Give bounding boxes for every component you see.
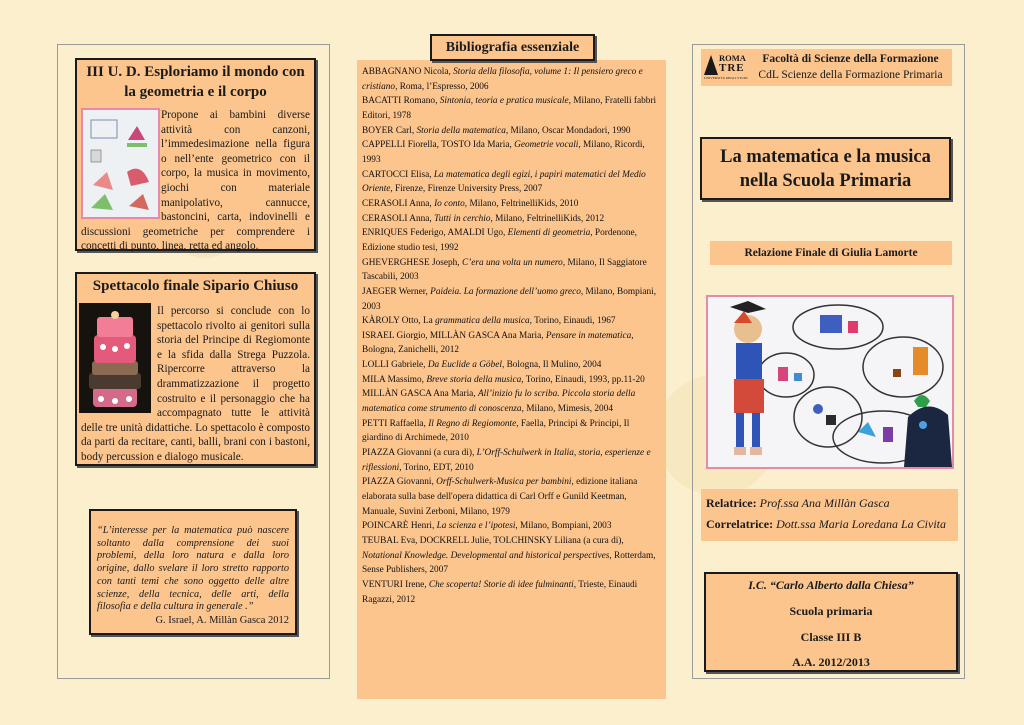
- children-drawing-image: [706, 295, 954, 469]
- bibliography-entry: [362, 212, 662, 227]
- entry-title: Notational Knowledge. Developmental and historical perspectives: [362, 550, 610, 561]
- entry-title: Breve storia della musica: [426, 374, 522, 385]
- relatrice-label: Relatrice:: [706, 496, 757, 510]
- main-title-box: [700, 137, 951, 200]
- bibliography-list: [362, 65, 662, 607]
- entry-author: CERASOLI Anna,: [362, 213, 435, 224]
- bibliography-entry: [362, 519, 662, 534]
- entry-title: L’Orff-Schulwerk in Italia, storia, esperienze e riflessioni: [362, 448, 651, 473]
- entry-title: Paideia. La formazione dell’uomo greco: [430, 286, 581, 297]
- entry-title: All’inizio fu lo scriba. Piccola storia della matematica come strumento di conoscenza: [362, 389, 636, 415]
- section-geometry-text: Propone ai bambini diverse attività con canzoni, l’immedesimazione nella figura o nell’ente geometrico con il corpo, la musica in movimento, giochi con materiale manipolativo, cannucce, bastoncini, carta, indovinelli e discussioni geometriche per comprendere i concetti di punto, linea, retta ed angolo.: [81, 109, 310, 253]
- quote-author: G. Israel, A. Millàn Gasca 2012: [155, 614, 289, 626]
- entry-author: GHEVERGHESE Joseph,: [362, 257, 462, 268]
- entry-title: Io conto: [434, 198, 465, 209]
- image-spacer: [81, 304, 157, 416]
- entry-title: Il Regno di Regiomonte: [428, 418, 517, 429]
- bibliography-entry: [362, 256, 662, 285]
- entry-author: TEUBAL Eva, DOCKRELL Julie, TOLCHINSKY Liliana (a cura di),: [362, 536, 624, 546]
- bibliography-entry: [362, 168, 662, 197]
- bibliography-entry: [362, 124, 662, 139]
- report-title: Relazione Finale di Giulia Lamorte: [744, 247, 918, 259]
- entry-details: , Milano, FeltrinelliKids, 2010: [464, 198, 579, 209]
- entry-author: PIAZZA Giovanni,: [362, 477, 437, 488]
- entry-details: , Torino, Einaudi, 1967: [529, 316, 616, 327]
- main-title: La matematica e la musica nella Scuola Primaria: [720, 146, 931, 191]
- entry-title: Da Euclide a Göbel: [427, 360, 502, 371]
- entry-details: , Firenze, Firenze University Press, 2007: [390, 184, 543, 195]
- section-show-text: Il percorso si conclude con lo spettacolo rivolto ai genitori sulla storia del Principe di Regiomonte e la sfida dalla Strega Puzzola. Ripercorre attraverso la drammatizzazione il progetto costruito e il personaggio che ha accompagnato tutte le attività delle tre unità didattiche. Lo spettacolo è composto da parti da recitare, canti, balli, brani con i bastoni, body percussion e dialogo musicale.: [81, 305, 310, 463]
- school-class: Classe III B: [800, 630, 862, 644]
- bibliography-entry: [362, 417, 662, 446]
- logo-small: UNIVERSITÀ DEGLI STUDI: [704, 76, 748, 80]
- entry-details: , Milano, Bompiani, 2003: [515, 521, 612, 532]
- bibliography-entry: [362, 446, 662, 475]
- entry-title: Storia della filosofia, volume 1: Il pensiero greco e cristiano: [362, 67, 643, 92]
- entry-details: , Torino, EDT, 2010: [399, 462, 474, 473]
- entry-details: , Milano, FeltrinelliKids, 2012: [490, 213, 605, 224]
- bibliography-entry: [362, 314, 662, 329]
- entry-details: , Torino, Einaudi, 1993, pp.11-20: [521, 374, 645, 385]
- bibliography-entry: [362, 285, 662, 314]
- entry-author: PETTI Raffaella,: [362, 418, 429, 429]
- entry-author: ABBAGNANO Nicola,: [362, 67, 454, 77]
- entry-author: PIAZZA Giovanni (a cura di),: [362, 448, 477, 459]
- image-spacer: [81, 108, 161, 216]
- entry-author: LOLLI Gabriele,: [362, 360, 428, 371]
- faculty-name: Facoltà di Scienze della Formazione: [762, 53, 939, 65]
- entry-author: CARTOCCI Elisa,: [362, 169, 434, 180]
- supervisors-box: [701, 489, 958, 541]
- entry-title: Che scoperta! Storie di idee fulminanti,: [428, 579, 577, 590]
- bibliography-entry: [362, 534, 662, 578]
- entry-details: , Milano, Fratelli fabbri Editori, 1978: [362, 96, 657, 121]
- report-box: [710, 241, 952, 265]
- entry-author: ISRAEL Giorgio, MILLÀN GASCA Ana Maria,: [362, 330, 546, 341]
- section-geometry: [75, 58, 316, 251]
- entry-author: MILA Massimo,: [362, 374, 427, 385]
- entry-author: JAEGER Werner,: [362, 286, 431, 297]
- entry-details: , Pordenone, Edizione studio tesi, 1992: [362, 228, 637, 253]
- logo-roma: ROMA: [719, 53, 746, 63]
- quote-box: [89, 509, 297, 635]
- school-name: I.C. “Carlo Alberto dalla Chiesa”: [748, 578, 914, 592]
- entry-title: C’era una volta un numero: [461, 257, 563, 268]
- entry-author: BACATTI Romano,: [362, 96, 440, 107]
- entry-details: , Milano, Il Saggiatore Tascabili, 2003: [362, 257, 647, 283]
- bibliography-entry: [362, 578, 662, 607]
- entry-details: , Milano, Mimesis, 2004: [521, 404, 613, 415]
- section-show-title: Spettacolo finale Sipario Chiuso: [92, 278, 299, 294]
- entry-title: Tutti in cerchio: [434, 213, 491, 224]
- entry-title: Sintonia, teoria e pratica musicale: [439, 96, 569, 107]
- school-box: [704, 572, 958, 672]
- section-geometry-title: III U. D. Esploriamo il mondo con la geometria e il corpo: [86, 64, 305, 100]
- university-header: [701, 49, 952, 86]
- quote-text: “L’interesse per la matematica può nascere soltanto dalla comprensione dei suoi problemi, della loro natura e dalla loro origine, dallo svelare il loro stretto rapporto con tanti temi che sono oggetto delle altre scienze, della tecnica, delle arti, della filosofia e della cultura in generale .”: [97, 525, 289, 613]
- bibliography-entry: [362, 197, 662, 212]
- entry-details: , Milano, Bompiani, 2003: [362, 286, 657, 312]
- bibliography-title-box: [430, 34, 595, 61]
- entry-author: MILLÀN GASCA Ana Maria,: [362, 389, 478, 400]
- entry-title: La matematica degli egizi, i papiri matematici del Medio Oriente: [362, 169, 646, 195]
- entry-title: grammatica della musica: [435, 316, 530, 327]
- bibliography-entry: [362, 94, 662, 123]
- entry-author: KÀROLY Otto, La: [362, 316, 436, 327]
- entry-details: , Bologna, Il Mulino, 2004: [501, 360, 602, 371]
- entry-title: La scienza e l’ipotesi: [436, 521, 516, 532]
- entry-details: Trieste, Einaudi Ragazzi, 2012: [362, 579, 638, 605]
- entry-title: Elementi di geometria: [507, 228, 591, 239]
- entry-details: , edizione italiana elaborata sulla base dell'opera didattica di Carl Orff e Gunild Keetman, Manuale, Suvini Zerboni, Milano, 1979: [362, 477, 638, 517]
- correlatrice-name: Dott.ssa Maria Loredana La Civita: [776, 517, 946, 531]
- course-name: CdL Scienze della Formazione Primaria: [758, 69, 943, 81]
- entry-details: , Milano, Ricordi, 1993: [362, 140, 645, 165]
- logo-tre: TRE: [719, 62, 745, 74]
- entry-title: Geometrie vocali: [514, 140, 579, 151]
- entry-author: BOYER Carl,: [362, 125, 417, 136]
- bibliography-entry: [362, 329, 662, 358]
- bibliography-title: Bibliografia essenziale: [445, 40, 580, 55]
- entry-author: VENTURI Irene,: [362, 579, 429, 590]
- bibliography-entry: [362, 226, 662, 255]
- section-show: [75, 272, 316, 466]
- entry-author: POINCARÈ Henri,: [362, 521, 437, 532]
- bibliography-entry: [362, 475, 662, 519]
- relatrice-line: [706, 493, 953, 514]
- entry-author: ENRIQUES Federigo, AMALDI Ugo,: [362, 228, 508, 239]
- bibliography-entry: [362, 387, 662, 416]
- school-level: Scuola primaria: [789, 604, 873, 618]
- entry-details: , Faella, Principi & Principi, Il giardino di Archimede, 2010: [362, 418, 630, 444]
- correlatrice-line: [706, 514, 953, 535]
- bibliography-entry: [362, 65, 662, 94]
- school-year: A.A. 2012/2013: [792, 655, 870, 669]
- entry-details: , Bologna, Zanichelli, 2012: [362, 330, 634, 356]
- entry-author: CERASOLI Anna,: [362, 198, 435, 209]
- bibliography-entry: [362, 373, 662, 388]
- relatrice-name: Prof.ssa Ana Millàn Gasca: [759, 496, 890, 510]
- entry-details: , Milano, Oscar Mondadori, 1990: [505, 125, 631, 136]
- bibliography-entry: [362, 358, 662, 373]
- entry-author: CAPPELLI Fiorella, TOSTO Ida Maria,: [362, 140, 515, 151]
- entry-title: Storia della matematica: [416, 125, 506, 136]
- entry-title: Orff-Schulwerk-Musica per bambini: [436, 477, 572, 488]
- entry-title: Pensare in matematica: [545, 330, 632, 341]
- roma-tre-logo: [704, 53, 746, 83]
- entry-details: , Roma, l’Espresso, 2006: [395, 81, 489, 92]
- entry-details: , Rotterdam, Sense Publishers, 2007: [362, 550, 656, 576]
- correlatrice-label: Correlatrice:: [706, 517, 774, 531]
- bibliography-entry: [362, 138, 662, 167]
